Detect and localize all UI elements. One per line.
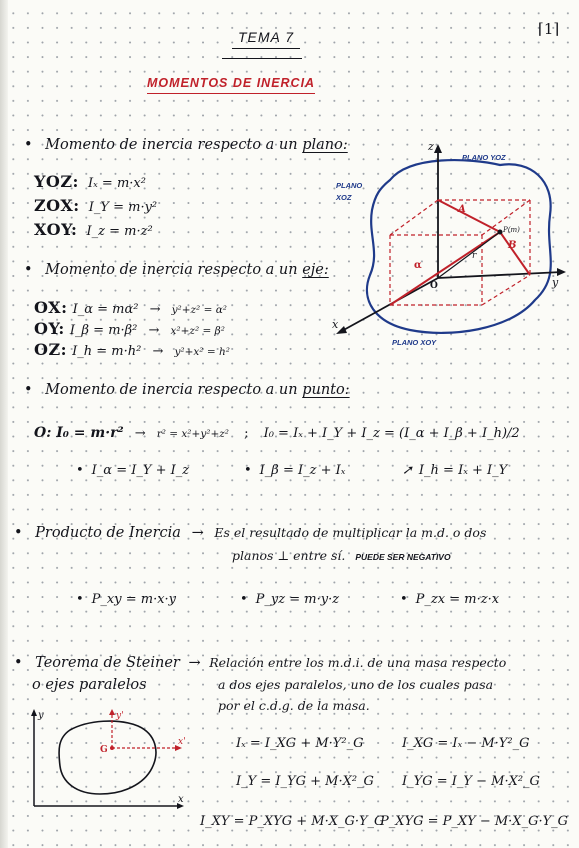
inertia-3d-diagram (330, 140, 570, 350)
point-heading-keyword: punto: (302, 382, 350, 398)
steiner-y-prime-label: y' (116, 711, 124, 721)
point-sub-formula-beta: • I_β = I_z + Iₓ (244, 463, 345, 478)
product-note: PUEDE SER NEGATIVO (355, 552, 451, 562)
axis-row-2: OY: I_β = m·β² → x²+z² = β² (34, 319, 225, 338)
axis-y-label: y (552, 276, 559, 289)
product-formula-xy: • P_xy = m·x·y (76, 592, 176, 607)
steiner-x-label: x (178, 794, 184, 805)
centroid-point (110, 746, 114, 750)
plane-row-3 (34, 220, 153, 239)
axis-row-relation: y²+z² = α² (171, 304, 228, 316)
product-formula-zx: • P_zx = m·z·x (400, 592, 499, 607)
plano-yoz-label: PLANO YOZ (462, 153, 506, 162)
axis-row-formula: I_h = m·h² (72, 344, 142, 359)
axis-heading (24, 262, 329, 278)
origin-label: O (430, 281, 438, 291)
axis-row-relation: x²+z² = β² (170, 325, 225, 337)
r-label: r (472, 251, 477, 261)
axis-row-formula: I_α = mα² (72, 302, 139, 317)
dashed-box (390, 200, 530, 305)
steiner-formula-iy: I_Y = I_YG + M·X²_G (236, 774, 374, 789)
y-axis (438, 272, 562, 278)
z-arrow-icon (434, 144, 442, 153)
plane-row-formula: I_z = m·z² (86, 224, 153, 239)
steiner-x-prime-label: x' (178, 737, 186, 747)
point-heading (24, 382, 350, 398)
steiner-heading-row: • Teorema de Steiner → Relación entre los m.d.i. de una masa respecto (14, 655, 506, 671)
a-label: A (458, 204, 466, 215)
section-subtitle: MOMENTOS DE INERCIA (147, 76, 315, 94)
steiner-heading-1: Teorema de Steiner (35, 655, 180, 671)
plane-row-formula: I_Y = m·y² (88, 200, 158, 215)
steiner-y-arrow-icon (31, 709, 37, 716)
plane-row-label: YOZ: (34, 172, 79, 191)
point-label: P(m) (503, 226, 520, 234)
product-description-1: Es el resultado de multiplicar la m.d. o dos (214, 525, 487, 540)
plane-heading-keyword: plano: (302, 137, 348, 153)
steiner-description-1: Relación entre los m.d.i. de una masa respecto (209, 655, 507, 670)
product-formula-yz: • P_yz = m·y·z (240, 592, 339, 607)
y-arrow-icon (557, 268, 566, 276)
steiner-formula-pxyg: P_XYG = P_XY − M·X_G·Y_G (380, 814, 569, 829)
axis-z-label: z (428, 140, 434, 153)
plano-xoy-label: PLANO XOY (392, 338, 437, 347)
point-main-relation: r² = x²+y²+z² (156, 428, 229, 440)
product-heading-row: • Producto de Inercia → Es el resultado de multiplicar la m.d. o dos (14, 525, 486, 541)
distance-lines (390, 200, 530, 305)
plano-xoz-label-1: PLANO (336, 181, 363, 190)
plane-heading (24, 137, 348, 153)
point-mass (498, 230, 503, 235)
axis-row-relation: y²+x² = h² (174, 346, 230, 358)
product-description-row-2 (232, 548, 451, 563)
product-heading: Producto de Inercia (35, 525, 181, 541)
steiner-formula-iyg: I_YG = I_Y − M·X²_G (402, 774, 540, 789)
steiner-heading-2: o ejes paralelos (32, 677, 147, 693)
steiner-description-2: a dos ejes paralelos, uno de los cuales pasa (218, 677, 494, 692)
axis-row-label: OZ: (34, 340, 68, 359)
axis-row-label: OX: (34, 298, 68, 317)
steiner-y-prime-arrow-icon (109, 709, 115, 715)
point-sub-formula-h-row: ➚ I_h = Iₓ + I_Y (402, 463, 508, 478)
tema-title (232, 28, 300, 46)
page-binding-edge (0, 0, 8, 848)
page-number: ⌈1⌉ (538, 20, 560, 38)
axis-row-1: OX: I_α = mα² → y²+z² = α² (34, 298, 228, 317)
axis-heading-keyword: eje: (302, 262, 329, 278)
page-number-value: 1 (543, 20, 554, 38)
steiner-formula-ix: Iₓ = I_XG + M·Y²_G (236, 736, 364, 751)
point-sub-formula-h: I_h = Iₓ + I_Y (418, 463, 508, 478)
plane-heading-prefix: Momento de inercia respecto a un (45, 137, 298, 153)
point-main-formula: O: I₀ = m·r² (34, 425, 124, 441)
axis-heading-prefix: Momento de inercia respecto a un (45, 262, 298, 278)
steiner-description-3: por el c.d.g. de la masa. (218, 698, 370, 713)
axis-row-label: OY: (34, 319, 65, 338)
plane-row-label: ZOX: (34, 196, 80, 215)
plano-xoz-label-2: XOZ (336, 193, 352, 202)
plane-row-label: XOY: (34, 220, 78, 239)
alpha-label: α (414, 260, 422, 271)
centroid-label: G (100, 745, 108, 755)
point-sum-formula: I₀ = Iₓ + I_Y + I_z = (I_α + I_β + I_h)/2 (263, 426, 520, 441)
b-label: B (508, 240, 517, 251)
xoy-plane-blob (367, 160, 551, 333)
plane-row-1 (34, 172, 146, 191)
point-sub-formula-alpha: • I_α = I_Y + I_z (76, 463, 189, 478)
steiner-y-label: y (38, 710, 44, 721)
tema-underline (222, 58, 302, 59)
product-description-2: planos ⊥ entre sí. (232, 548, 346, 563)
plane-row-formula: Iₓ = m·x² (88, 176, 146, 191)
steiner-diagram (28, 708, 198, 818)
steiner-formula-ixy: I_XY = P_XYG + M·X_G·Y_G (200, 814, 385, 829)
axis-row-3: OZ: I_h = m·h² → y²+x² = h² (34, 340, 230, 359)
radius-line (438, 232, 500, 278)
plane-row-2 (34, 196, 157, 215)
axis-x-label: x (332, 318, 339, 331)
steiner-formula-ixg: I_XG = Iₓ − M·Y²_G (402, 736, 530, 751)
point-heading-prefix: Momento de inercia respecto a un (45, 382, 298, 398)
mass-outline (59, 721, 156, 794)
point-main-row: O: I₀ = m·r² → r² = x²+y²+z² ; I₀ = Iₓ + I_Y + I_z = (I_α + I_β + I_h)/2 (34, 425, 520, 441)
axis-row-formula: I_β = m·β² (69, 323, 138, 338)
tema-title-text: TEMA 7 (232, 29, 300, 49)
